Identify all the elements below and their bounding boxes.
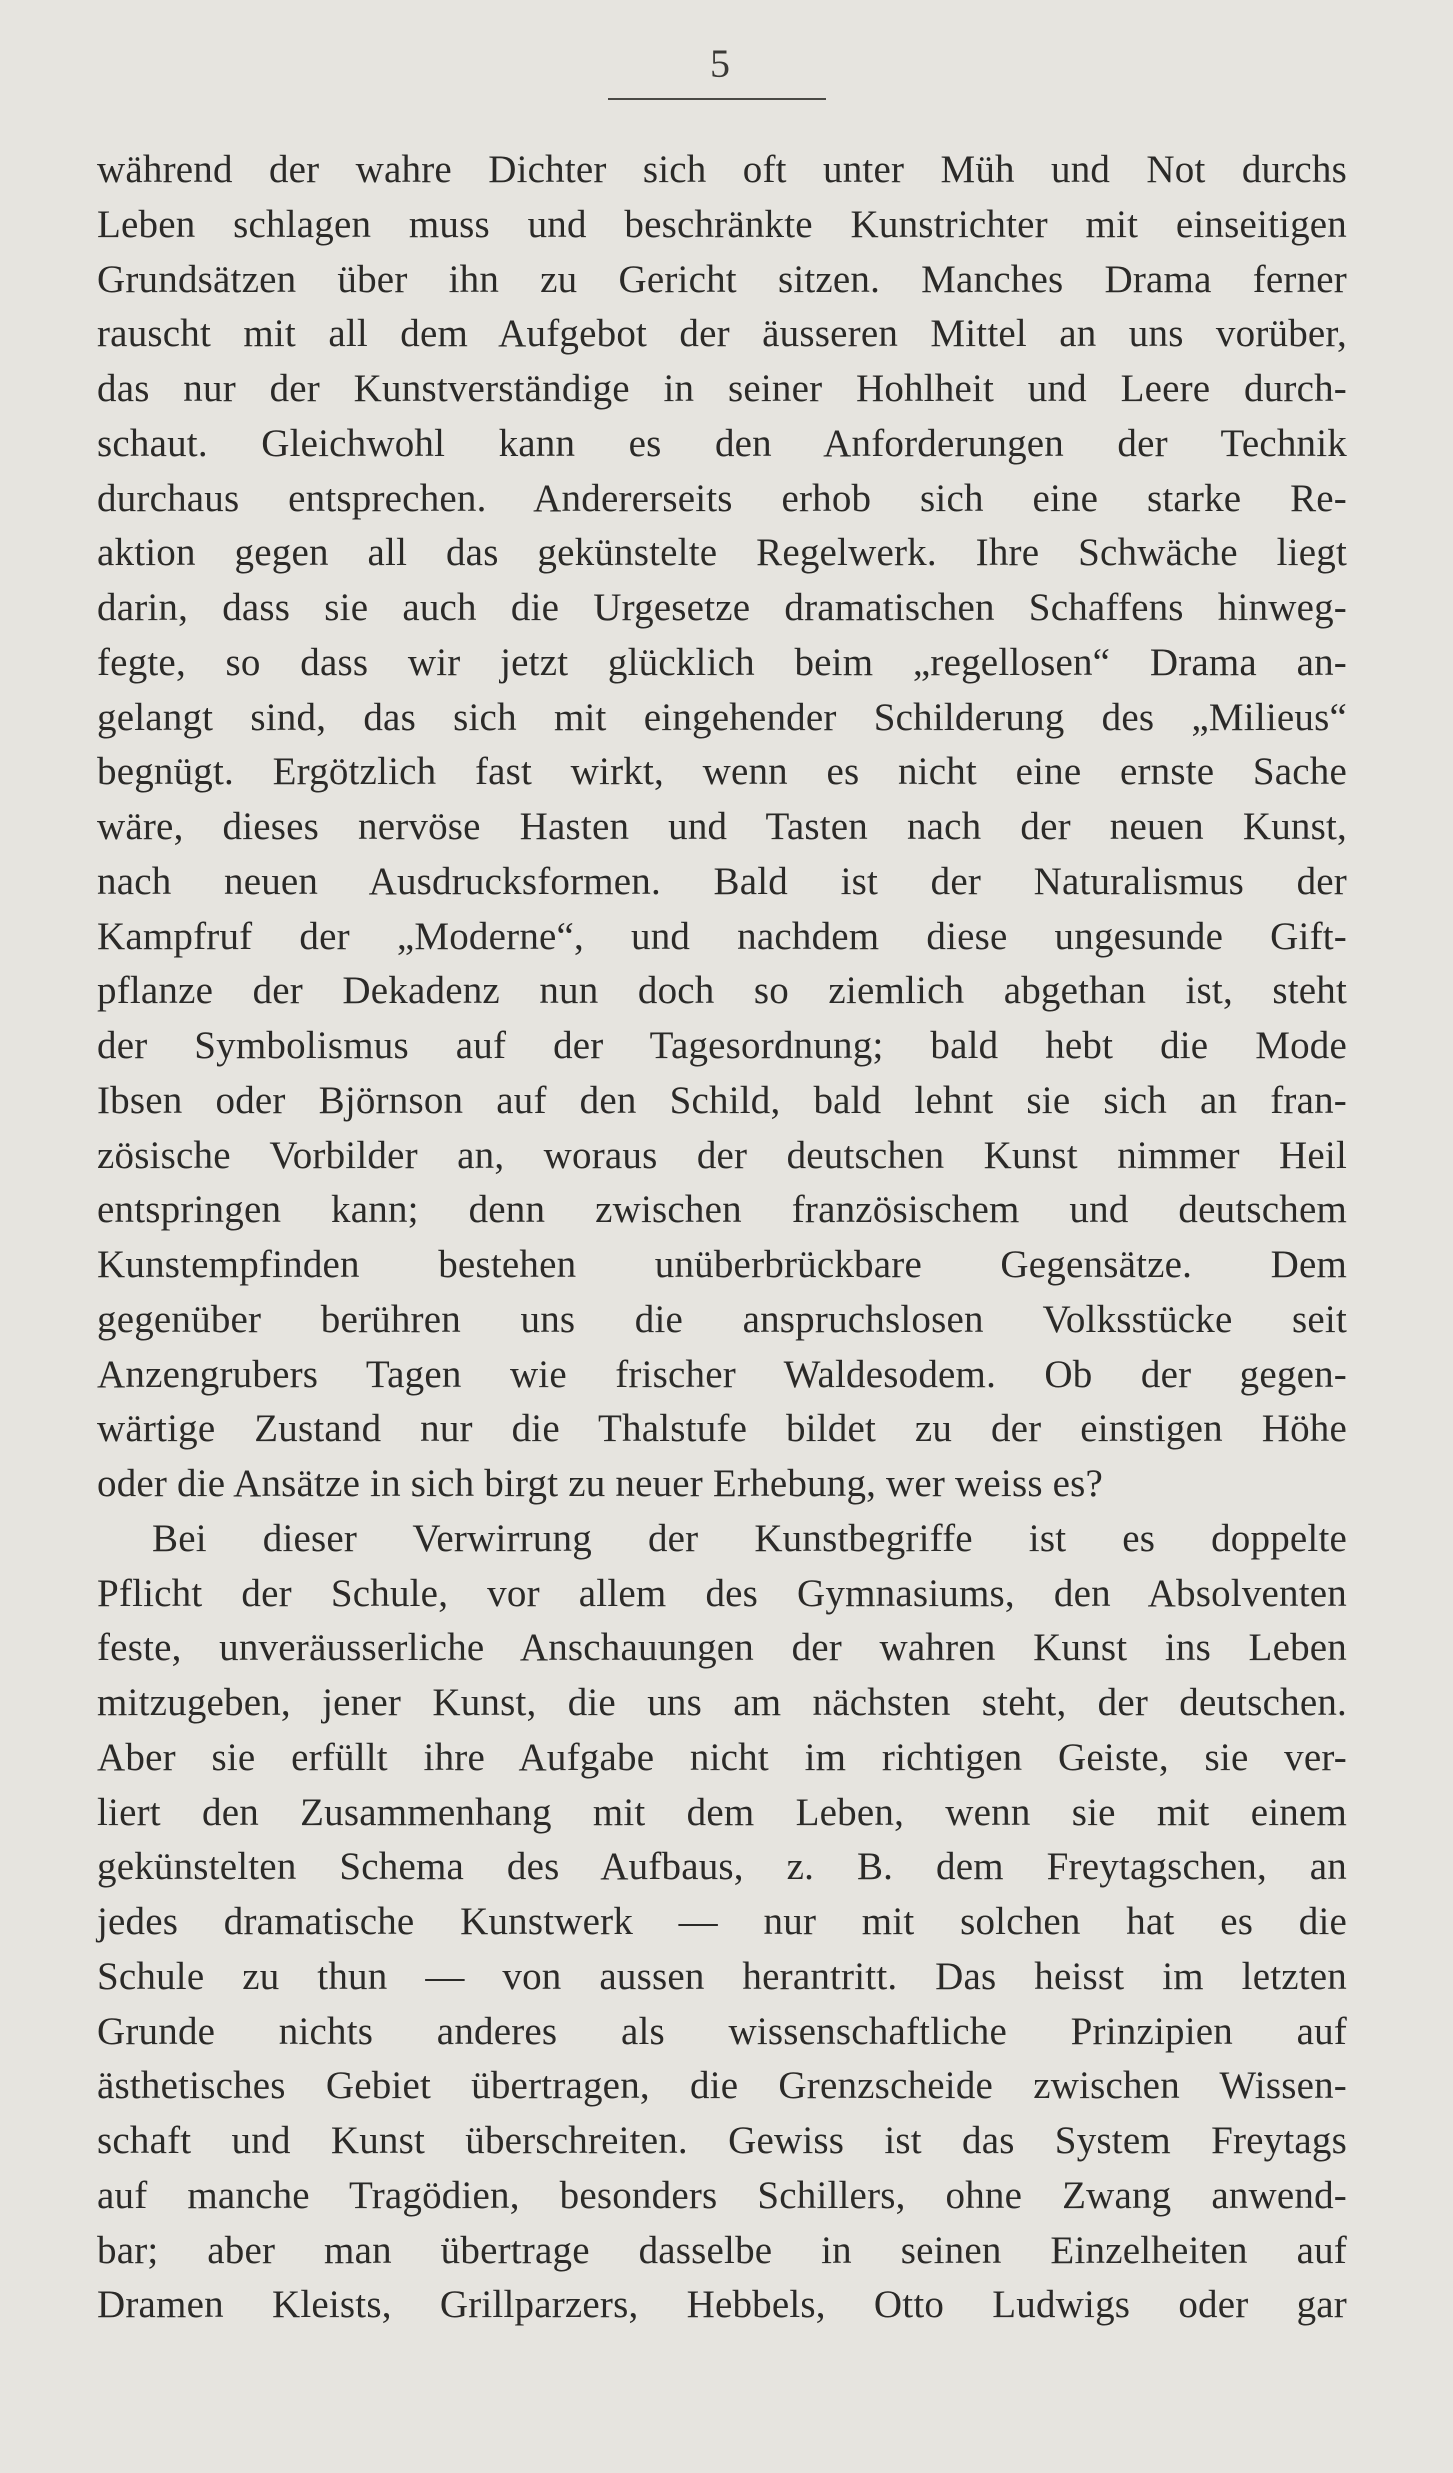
text-line: zösische Vorbilder an, woraus der deutschen Kunst nimmer Heil (97, 1133, 1347, 1177)
text-line: schaut. Gleichwohl kann es den Anforderungen der Technik (97, 421, 1347, 465)
text-line: pflanze der Dekadenz nun doch so ziemlich abgethan ist, steht (97, 969, 1347, 1013)
text-line: entspringen kann; denn zwischen französischem und deutschem (97, 1188, 1347, 1232)
text-line: nach neuen Ausdrucksformen. Bald ist der Naturalismus der (97, 859, 1347, 903)
text-line: gekünstelten Schema des Aufbaus, z. B. dem Freytagschen, an (97, 1845, 1347, 1889)
text-line: begnügt. Ergötzlich fast wirkt, wenn es nicht eine ernste Sache (97, 750, 1347, 794)
text-line: fegte, so dass wir jetzt glücklich beim „regellosen“ Drama an- (97, 640, 1347, 684)
text-line: das nur der Kunstverständige in seiner Hohlheit und Leere durch- (97, 367, 1347, 410)
text-line: schaft und Kunst überschreiten. Gewiss ist das System Freytags (97, 2119, 1347, 2162)
page-number: 5 (710, 41, 730, 86)
text-line: Kampfruf der „Moderne“, und nachdem diese ungesunde Gift- (97, 914, 1347, 958)
text-line: Grunde nichts anderes als wissenschaftliche Prinzipien auf (97, 2009, 1347, 2053)
text-line: Leben schlagen muss und beschränkte Kunstrichter mit einseitigen (97, 202, 1347, 246)
text-line: aktion gegen all das gekünstelte Regelwerk. Ihre Schwäche liegt (97, 531, 1347, 575)
text-line: gelangt sind, das sich mit eingehender Schilderung des „Milieus“ (97, 695, 1347, 739)
text-line: mitzugeben, jener Kunst, die uns am nächsten steht, der deutschen. (97, 1681, 1347, 1724)
text-line: Ibsen oder Björnson auf den Schild, bald lehnt sie sich an fran- (97, 1078, 1347, 1122)
text-line: darin, dass sie auch die Urgesetze dramatischen Schaffens hinweg- (97, 586, 1347, 629)
text-line: Anzengrubers Tagen wie frischer Waldesodem. Ob der gegen- (97, 1352, 1347, 1396)
text-line: Kunstempfinden bestehen unüberbrückbare Gegensätze. Dem (97, 1243, 1347, 1286)
header-rule (608, 98, 826, 100)
text-line: rauscht mit all dem Aufgebot der äusseren Mittel an uns vorüber, (97, 312, 1347, 356)
body-text (97, 143, 1347, 2333)
text-line: Bei dieser Verwirrung der Kunstbegriffe ist es doppelte (152, 1516, 1347, 1560)
text-line: oder die Ansätze in sich birgt zu neuer Erhebung, wer weiss es? (97, 1462, 1104, 1505)
text-line: Aber sie erfüllt ihre Aufgabe nicht im richtigen Geiste, sie ver- (97, 1735, 1347, 1779)
text-line: Pflicht der Schule, vor allem des Gymnasiums, den Absolventen (97, 1571, 1347, 1615)
text-line: wäre, dieses nervöse Hasten und Tasten nach der neuen Kunst, (97, 805, 1347, 848)
text-line: der Symbolismus auf der Tagesordnung; bald hebt die Mode (97, 1024, 1347, 1067)
text-line: Schule zu thun — von aussen herantritt. Das heisst im letzten (97, 1954, 1347, 1998)
text-line: ästhetisches Gebiet übertragen, die Grenzscheide zwischen Wissen- (97, 2064, 1347, 2108)
text-line: gegenüber berühren uns die anspruchslosen Volksstücke seit (97, 1297, 1347, 1341)
text-line: bar; aber man übertrage dasselbe in seinen Einzelheiten auf (97, 2228, 1347, 2272)
text-line: feste, unveräusserliche Anschauungen der wahren Kunst ins Leben (97, 1626, 1347, 1670)
text-line: auf manche Tragödien, besonders Schillers, ohne Zwang anwend- (97, 2173, 1347, 2217)
text-line: Grundsätzen über ihn zu Gericht sitzen. Manches Drama ferner (97, 257, 1347, 301)
text-line: jedes dramatische Kunstwerk — nur mit solchen hat es die (97, 1900, 1347, 1943)
text-line: liert den Zusammenhang mit dem Leben, wenn sie mit einem (97, 1790, 1347, 1834)
text-line: Dramen Kleists, Grillparzers, Hebbels, Otto Ludwigs oder gar (97, 2283, 1347, 2327)
text-line: durchaus entsprechen. Andererseits erhob sich eine starke Re- (97, 476, 1347, 520)
text-line: wärtige Zustand nur die Thalstufe bildet zu der einstigen Höhe (97, 1407, 1347, 1451)
text-line: während der wahre Dichter sich oft unter Müh und Not durchs (97, 148, 1347, 191)
